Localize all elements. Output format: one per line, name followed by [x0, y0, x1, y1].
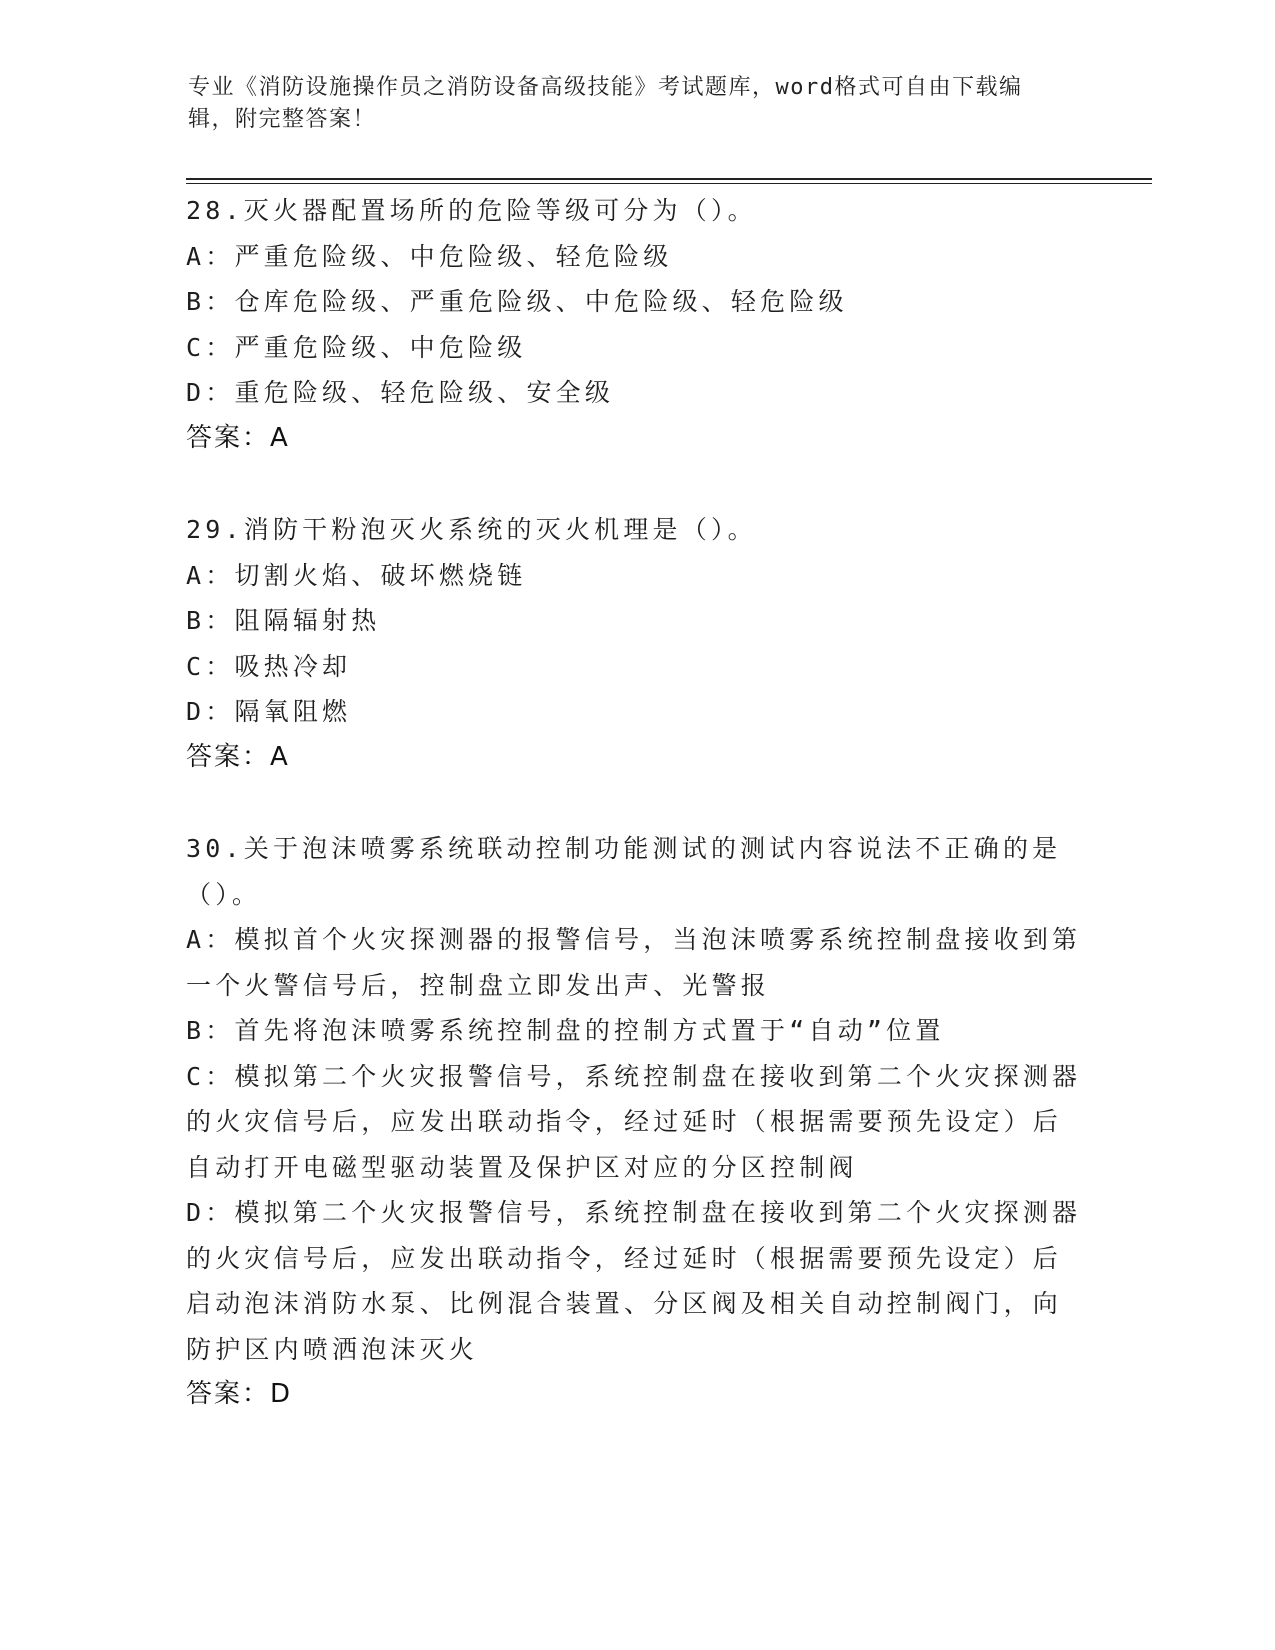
- question-29: [186, 507, 1086, 780]
- question-list: [186, 188, 1086, 1464]
- option-b: B：仓库危险级、严重危险级、中危险级、轻危险级: [186, 287, 848, 316]
- question-stem: 29.消防干粉泡灭火系统的灭火机理是（）。: [186, 515, 757, 544]
- question-stem: 28.灭火器配置场所的危险等级可分为（）。: [186, 196, 757, 225]
- option-c: C：模拟第二个火灾报警信号，系统控制盘在接收到第二个火灾探测器的火灾信号后，应发出联动指令，经过延时（根据需要预先设定）后自动打开电磁型驱动装置及保护区对应的分区控制阀: [186, 1061, 1082, 1182]
- option-a: A：模拟首个火灾探测器的报警信号，当泡沫喷雾系统控制盘接收到第一个火警信号后，控制盘立即发出声、光警报: [186, 925, 1082, 1000]
- answer-line: 答案：A: [186, 741, 290, 772]
- option-b: B：阻隔辐射热: [186, 606, 381, 635]
- option-d: D：重危险级、轻危险级、安全级: [186, 378, 615, 407]
- header-rule-thick: [186, 178, 1152, 180]
- document-intro: 专业《消防设施操作员之消防设备高级技能》考试题库，word格式可自由下载编辑，附完整答案！: [188, 75, 1023, 132]
- answer-line: 答案：A: [186, 422, 290, 453]
- question-28: [186, 188, 1086, 461]
- option-d: D：隔氧阻燃: [186, 697, 352, 726]
- answer-line: 答案：D: [186, 1379, 293, 1409]
- option-b: B：首先将泡沫喷雾系统控制盘的控制方式置于“自动”位置: [186, 1016, 945, 1045]
- option-a: A：切割火焰、破坏燃烧链: [186, 560, 527, 590]
- question-30: [186, 826, 1086, 1418]
- option-d: D：模拟第二个火灾报警信号，系统控制盘在接收到第二个火灾探测器的火灾信号后，应发出联动指令，经过延时（根据需要预先设定）后启动泡沫消防水泵、比例混合装置、分区阀及相关自动控制阀门，向防护区内喷洒泡沫灭火: [186, 1198, 1082, 1364]
- question-stem: 30.关于泡沫喷雾系统联动控制功能测试的测试内容说法不正确的是（）。: [186, 834, 1062, 909]
- option-c: C：吸热冷却: [186, 651, 352, 681]
- header-rule-thin: [186, 183, 1152, 184]
- option-a: A：严重危险级、中危险级、轻危险级: [186, 241, 673, 271]
- option-c: C：严重危险级、中危险级: [186, 332, 527, 362]
